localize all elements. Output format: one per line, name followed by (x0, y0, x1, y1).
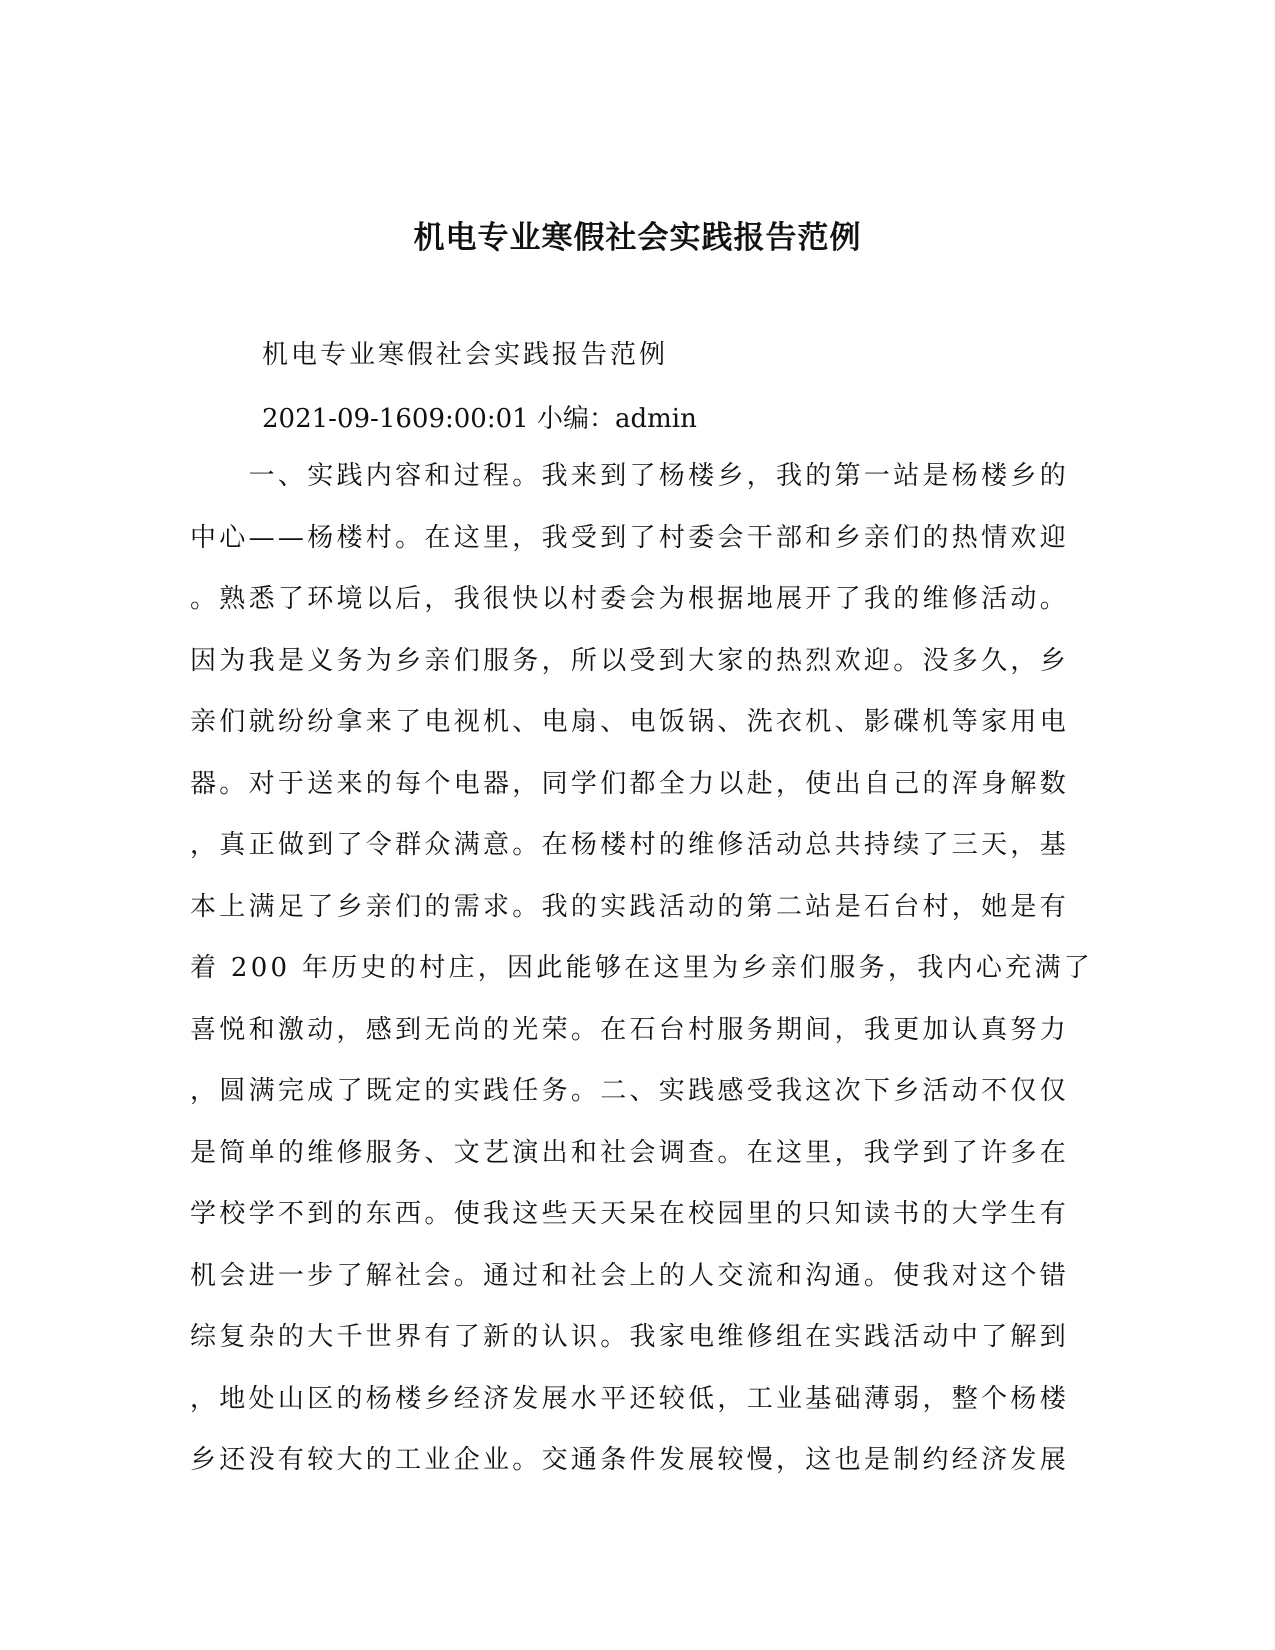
body-line: ，地处山区的杨楼乡经济发展水平还较低，工业基础薄弱，整个杨楼 (190, 1383, 1070, 1414)
document-subtitle: 机电专业寒假社会实践报告范例 (262, 340, 669, 370)
body-line: 乡还没有较大的工业企业。交通条件发展较慢，这也是制约经济发展 (190, 1445, 1070, 1475)
body-line: 一、实践内容和过程。我来到了杨楼乡，我的第一站是杨楼乡的 (190, 461, 1070, 491)
body-line: 器。对于送来的每个电器，同学们都全力以赴，使出自己的浑身解数 (190, 768, 1070, 799)
body-line: ，圆满完成了既定的实践任务。二、实践感受我这次下乡活动不仅仅 (190, 1076, 1070, 1106)
editor-name: admin (614, 404, 697, 434)
publish-datetime: 2021-09-1609:00:01 (262, 404, 529, 434)
body-line: 因为我是义务为乡亲们服务，所以受到大家的热烈欢迎。没多久，乡 (190, 645, 1070, 676)
body-line: 中心——杨楼村。在这里，我受到了村委会干部和乡亲们的热情欢迎 (190, 522, 1070, 553)
body-line: 本上满足了乡亲们的需求。我的实践活动的第二站是石台村，她是有 (190, 891, 1070, 922)
body-line: 学校学不到的东西。使我这些天天呆在校园里的只知读书的大学生有 (190, 1199, 1070, 1229)
document-body (190, 456, 1094, 1502)
document-meta (262, 398, 697, 435)
body-line: 机会进一步了解社会。通过和社会上的人交流和沟通。使我对这个错 (190, 1260, 1070, 1291)
body-line: 喜悦和激动，感到无尚的光荣。在石台村服务期间，我更加认真努力 (190, 1014, 1070, 1045)
body-line: 。熟悉了环境以后，我很快以村委会为根据地展开了我的维修活动。 (190, 584, 1070, 614)
body-line: ，真正做到了令群众满意。在杨楼村的维修活动总共持续了三天，基 (190, 830, 1070, 860)
body-line: 是简单的维修服务、文艺演出和社会调查。在这里，我学到了许多在 (190, 1137, 1070, 1168)
body-line: 着 200 年历史的村庄，因此能够在这里为乡亲们服务，我内心充满了 (190, 953, 1094, 983)
body-line: 综复杂的大千世界有了新的认识。我家电维修组在实践活动中了解到 (190, 1322, 1070, 1352)
editor-label: 小编： (536, 404, 615, 434)
document-title: 机电专业寒假社会实践报告范例 (413, 220, 862, 256)
body-line: 亲们就纷纷拿来了电视机、电扇、电饭锅、洗衣机、影碟机等家用电 (190, 707, 1070, 737)
